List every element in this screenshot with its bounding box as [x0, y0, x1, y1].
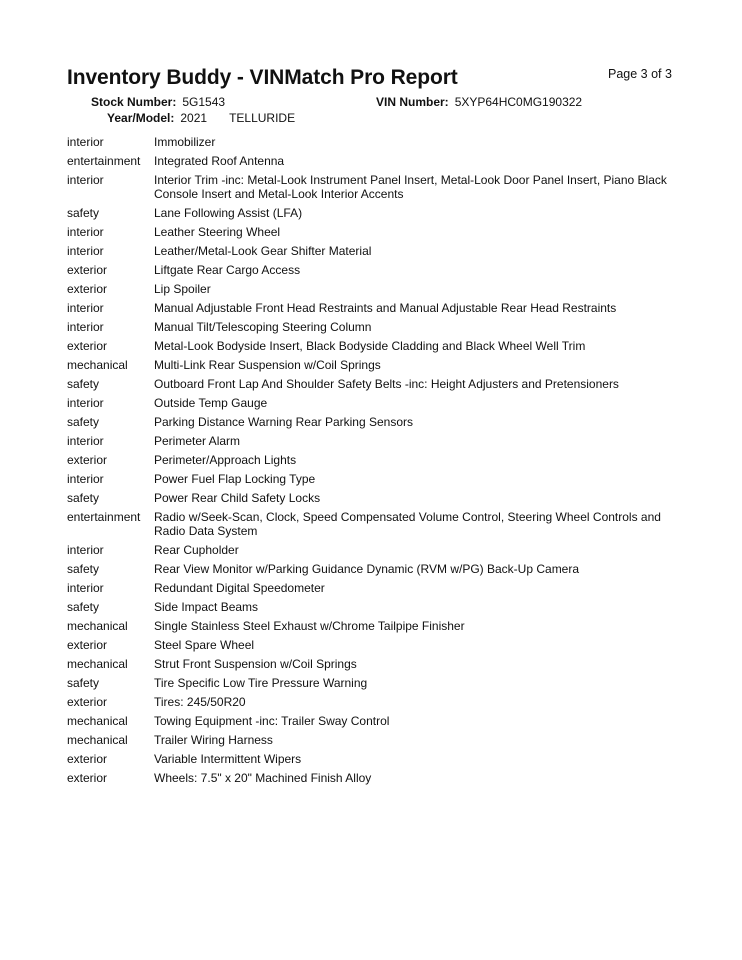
feature-row — [67, 578, 682, 597]
feature-description: Lip Spoiler — [154, 281, 211, 296]
feature-row — [67, 540, 682, 559]
vin-value: 5XYP64HC0MG190322 — [454, 95, 583, 109]
feature-category: interior — [67, 243, 104, 258]
feature-row — [67, 507, 682, 540]
feature-description: Outside Temp Gauge — [154, 395, 268, 410]
feature-category: entertainment — [67, 153, 141, 168]
feature-category: interior — [67, 224, 104, 239]
feature-row — [67, 559, 682, 578]
feature-row — [67, 749, 682, 768]
feature-category: exterior — [67, 262, 108, 277]
feature-row — [67, 488, 682, 507]
feature-row — [67, 730, 682, 749]
feature-row — [67, 317, 682, 336]
feature-description: Redundant Digital Speedometer — [154, 580, 325, 595]
feature-row — [67, 768, 682, 787]
feature-row — [67, 711, 682, 730]
feature-description: Variable Intermittent Wipers — [154, 751, 302, 766]
feature-category: interior — [67, 580, 104, 595]
feature-description: Manual Adjustable Front Head Restraints and Manual Adjustable Rear Head Restraints — [154, 300, 617, 315]
feature-category: mechanical — [67, 732, 128, 747]
feature-category: exterior — [67, 694, 108, 709]
feature-category: exterior — [67, 452, 108, 467]
feature-description: Immobilizer — [154, 134, 216, 149]
feature-row — [67, 222, 682, 241]
feature-description: Strut Front Suspension w/Coil Springs — [154, 656, 357, 671]
feature-category: interior — [67, 172, 104, 187]
feature-row — [67, 393, 682, 412]
stock-number — [91, 95, 225, 109]
feature-description: Trailer Wiring Harness — [154, 732, 273, 747]
feature-category: mechanical — [67, 713, 128, 728]
vin-number — [376, 95, 582, 109]
feature-description: Tires: 245/50R20 — [154, 694, 246, 709]
feature-row — [67, 260, 682, 279]
feature-row — [67, 203, 682, 222]
feature-row — [67, 673, 682, 692]
feature-description: Integrated Roof Antenna — [154, 153, 285, 168]
feature-description: Power Fuel Flap Locking Type — [154, 471, 316, 486]
feature-description: Outboard Front Lap And Shoulder Safety Belts -inc: Height Adjusters and Pretensioners — [154, 376, 619, 391]
feature-description: Tire Specific Low Tire Pressure Warning — [154, 675, 368, 690]
report-title: Inventory Buddy - VINMatch Pro Report — [67, 66, 458, 89]
feature-row — [67, 654, 682, 673]
feature-row — [67, 170, 682, 203]
year-model — [107, 111, 295, 125]
year-value: 2021 — [180, 111, 208, 125]
feature-description: Liftgate Rear Cargo Access — [154, 262, 301, 277]
feature-row — [67, 151, 682, 170]
feature-category: safety — [67, 599, 100, 614]
feature-category: interior — [67, 433, 104, 448]
feature-description: Power Rear Child Safety Locks — [154, 490, 321, 505]
feature-category: exterior — [67, 338, 108, 353]
feature-description: Single Stainless Steel Exhaust w/Chrome Tailpipe Finisher — [154, 618, 465, 633]
feature-description: Perimeter Alarm — [154, 433, 241, 448]
feature-row — [67, 298, 682, 317]
feature-row — [67, 374, 682, 393]
feature-category: mechanical — [67, 656, 128, 671]
feature-category: safety — [67, 376, 100, 391]
feature-row — [67, 412, 682, 431]
feature-description: Side Impact Beams — [154, 599, 259, 614]
feature-row — [67, 469, 682, 488]
feature-description: Rear Cupholder — [154, 542, 239, 557]
feature-category: interior — [67, 542, 104, 557]
feature-category: interior — [67, 300, 104, 315]
feature-row — [67, 597, 682, 616]
feature-category: safety — [67, 414, 100, 429]
model-value: TELLURIDE — [229, 111, 296, 125]
feature-row — [67, 692, 682, 711]
feature-category: interior — [67, 395, 104, 410]
feature-category: safety — [67, 490, 100, 505]
feature-category: entertainment — [67, 509, 141, 524]
feature-row — [67, 132, 682, 151]
page-indicator: Page 3 of 3 — [608, 67, 672, 81]
feature-description: Lane Following Assist (LFA) — [154, 205, 303, 220]
feature-category: exterior — [67, 281, 108, 296]
feature-description: Manual Tilt/Telescoping Steering Column — [154, 319, 372, 334]
feature-category: safety — [67, 205, 100, 220]
feature-category: interior — [67, 319, 104, 334]
feature-category: interior — [67, 134, 104, 149]
feature-description: Wheels: 7.5" x 20" Machined Finish Alloy — [154, 770, 372, 785]
feature-description: Leather Steering Wheel — [154, 224, 281, 239]
feature-description: Perimeter/Approach Lights — [154, 452, 297, 467]
feature-description: Steel Spare Wheel — [154, 637, 255, 652]
feature-row — [67, 450, 682, 469]
feature-category: exterior — [67, 637, 108, 652]
feature-category: mechanical — [67, 357, 128, 372]
feature-row — [67, 336, 682, 355]
feature-category: safety — [67, 675, 100, 690]
feature-row — [67, 431, 682, 450]
feature-row — [67, 635, 682, 654]
feature-description: Rear View Monitor w/Parking Guidance Dynamic (RVM w/PG) Back-Up Camera — [154, 561, 580, 576]
feature-description: Interior Trim -inc: Metal-Look Instrument Panel Insert, Metal-Look Door Panel Insert, Piano Black Console Insert and Metal-Look Interior Accents — [154, 172, 667, 201]
year-model-label: Year/Model: — [107, 111, 175, 125]
feature-description: Multi-Link Rear Suspension w/Coil Springs — [154, 357, 381, 372]
feature-category: safety — [67, 561, 100, 576]
feature-description: Parking Distance Warning Rear Parking Sensors — [154, 414, 414, 429]
feature-description: Leather/Metal-Look Gear Shifter Material — [154, 243, 372, 258]
feature-row — [67, 616, 682, 635]
feature-row — [67, 355, 682, 374]
stock-number-value: 5G1543 — [182, 95, 226, 109]
feature-description: Metal-Look Bodyside Insert, Black Bodyside Cladding and Black Wheel Well Trim — [154, 338, 586, 353]
feature-row — [67, 279, 682, 298]
feature-row — [67, 241, 682, 260]
feature-category: interior — [67, 471, 104, 486]
feature-category: mechanical — [67, 618, 128, 633]
feature-category: exterior — [67, 751, 108, 766]
feature-category: exterior — [67, 770, 108, 785]
feature-list — [67, 132, 682, 787]
feature-description: Towing Equipment -inc: Trailer Sway Control — [154, 713, 390, 728]
stock-number-label: Stock Number: — [91, 95, 177, 109]
vin-label: VIN Number: — [376, 95, 449, 109]
feature-description: Radio w/Seek-Scan, Clock, Speed Compensated Volume Control, Steering Wheel Controls and Radio Data System — [154, 509, 661, 538]
